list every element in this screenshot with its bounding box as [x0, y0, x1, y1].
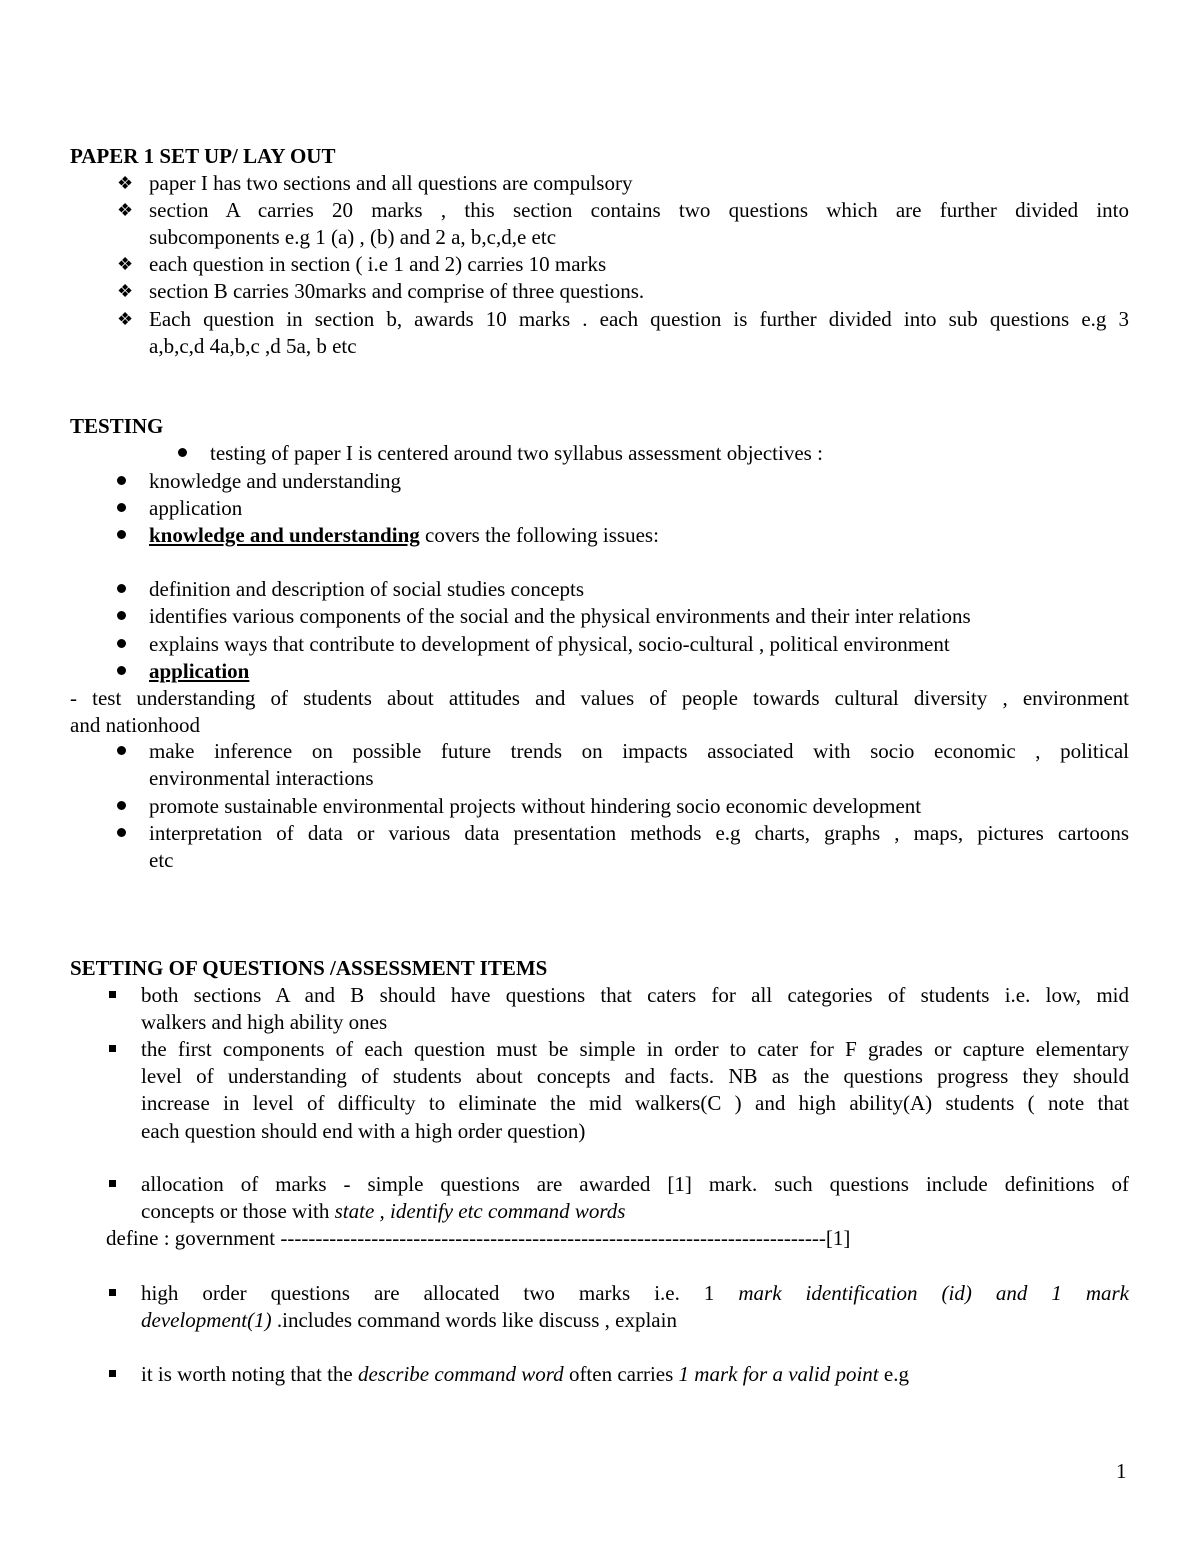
diamond-bullet-icon: ❖	[117, 281, 134, 301]
setup-item: each question in section ( i.e 1 and 2) carries 10 marks	[149, 252, 607, 276]
setting-item-cont	[141, 1307, 677, 1334]
bullet-icon	[117, 639, 126, 648]
app-title: application	[149, 659, 250, 683]
square-bullet-icon	[109, 1370, 116, 1377]
setup-item-cont: a,b,c,d 4a,b,c ,d 5a, b etc	[149, 334, 357, 358]
app-paragraph: - test understanding of students about attitudes and values of people towards cultural diversity , environment	[70, 686, 1129, 710]
app-item: make inference on possible future trends on impacts associated with socio economic , political	[149, 739, 1129, 763]
app-item-cont: environmental interactions	[149, 766, 374, 790]
setup-item: section B carries 30marks and comprise of three questions.	[149, 279, 645, 303]
b5-d: 1 mark for a valid point	[678, 1362, 879, 1386]
define-example: define : government ------------------------------------------------------------------------------[1]	[106, 1226, 851, 1250]
square-bullet-icon	[109, 991, 116, 998]
diamond-bullet-icon: ❖	[117, 254, 134, 274]
ku-title: knowledge and understanding	[149, 523, 420, 547]
setting-item-cont	[141, 1198, 625, 1225]
b5-a: it is worth noting that the	[141, 1362, 358, 1386]
ku-rest: covers the following issues:	[419, 523, 659, 547]
page-number: 1	[1116, 1459, 1127, 1483]
heading-setting-questions: SETTING OF QUESTIONS /ASSESSMENT ITEMS	[70, 956, 548, 980]
app-item-cont: etc	[149, 848, 174, 872]
square-bullet-icon	[109, 1180, 116, 1187]
bullet-icon	[117, 801, 126, 810]
ku-item: identifies various components of the social and the physical environments and their inter relations	[149, 604, 971, 628]
setup-item-cont: subcomponents e.g 1 (a) , (b) and 2 a, b,c,d,e etc	[149, 225, 557, 249]
bullet-icon	[117, 611, 126, 620]
heading-testing: TESTING	[70, 414, 164, 438]
objective-item: knowledge and understanding	[149, 469, 401, 493]
b4-italic: mark identification (id) and 1 mark	[738, 1281, 1129, 1305]
setup-item: paper I has two sections and all questions are compulsory	[149, 171, 633, 195]
ku-item: explains ways that contribute to development of physical, socio-cultural , political environment	[149, 632, 950, 656]
diamond-bullet-icon: ❖	[117, 173, 134, 193]
setup-item: section A carries 20 marks , this section contains two questions which are further divided into	[149, 198, 1129, 222]
setting-item	[141, 1280, 1129, 1307]
app-heading-line	[149, 658, 249, 685]
app-item: promote sustainable environmental projects without hindering socio economic development	[149, 794, 922, 818]
b4-italic-2: development(1)	[141, 1308, 272, 1332]
b3-italic: state , identify etc command words	[334, 1199, 626, 1223]
b5-b: describe command word	[357, 1362, 564, 1386]
bullet-icon	[178, 448, 187, 457]
bullet-icon	[117, 503, 126, 512]
square-bullet-icon	[109, 1045, 116, 1052]
setting-item-cont: each question should end with a high order question)	[141, 1119, 586, 1143]
square-bullet-icon	[109, 1289, 116, 1296]
b5-e: e.g	[878, 1362, 909, 1386]
b3-plain: concepts or those with	[141, 1199, 335, 1223]
diamond-bullet-icon: ❖	[117, 200, 134, 220]
ku-item: definition and description of social studies concepts	[149, 577, 585, 601]
bullet-icon	[117, 584, 126, 593]
ku-heading-line	[149, 522, 659, 549]
diamond-bullet-icon: ❖	[117, 309, 134, 329]
bullet-icon	[117, 746, 126, 755]
setting-item-cont: increase in level of difficulty to eliminate the mid walkers(C ) and high ability(A) students ( note that	[141, 1091, 1129, 1115]
bullet-icon	[117, 476, 126, 485]
setting-item: both sections A and B should have questions that caters for all categories of students i.e. low, mid	[141, 983, 1129, 1007]
setting-item	[141, 1361, 909, 1388]
heading-paper-setup: PAPER 1 SET UP/ LAY OUT	[70, 144, 336, 168]
testing-intro: testing of paper I is centered around two syllabus assessment objectives :	[210, 441, 823, 465]
objective-item: application	[149, 496, 243, 520]
bullet-icon	[117, 828, 126, 837]
setting-item-cont: level of understanding of students about concepts and facts. NB as the questions progress they should	[141, 1064, 1129, 1088]
setting-item-cont: walkers and high ability ones	[141, 1010, 388, 1034]
setup-item: Each question in section b, awards 10 marks . each question is further divided into sub questions e.g 3	[149, 307, 1129, 331]
bullet-icon	[117, 666, 126, 675]
app-item: interpretation of data or various data presentation methods e.g charts, graphs , maps, pictures cartoons	[149, 821, 1129, 845]
setting-item: the first components of each question must be simple in order to cater for F grades or capture elementary	[141, 1037, 1129, 1061]
b5-c: often carries	[563, 1362, 679, 1386]
app-paragraph-cont: and nationhood	[70, 713, 201, 737]
b4-plain-2: .includes command words like discuss , explain	[271, 1308, 677, 1332]
setting-item: allocation of marks - simple questions are awarded [1] mark. such questions include definitions of	[141, 1172, 1129, 1196]
b4-plain: high order questions are allocated two marks i.e. 1	[141, 1281, 739, 1305]
bullet-icon	[117, 530, 126, 539]
